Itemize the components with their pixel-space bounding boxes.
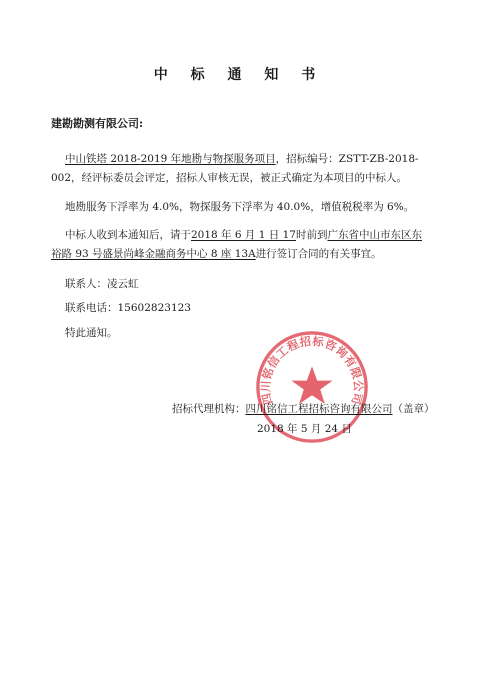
contact-value: 凌云虹 bbox=[107, 278, 139, 290]
phone-value: 15602823123 bbox=[117, 302, 191, 314]
phone-label: 联系电话： bbox=[65, 302, 118, 314]
contact-label: 联系人： bbox=[65, 278, 107, 290]
agent-line bbox=[172, 401, 435, 416]
signing-suffix: 进行签订合同的有关事宜。 bbox=[255, 248, 382, 260]
svg-text:四川铭信工程招标咨询有限公司: 四川铭信工程招标咨询有限公司 bbox=[259, 334, 365, 406]
signing-prefix: 中标人收到本通知后，请于 bbox=[65, 229, 191, 241]
closing-notice: 特此通知。 bbox=[65, 327, 118, 339]
agent-name: 四川铭信工程招标咨询有限公司 bbox=[245, 403, 393, 415]
paragraph-contract-signing bbox=[51, 226, 428, 264]
agent-label: 招标代理机构： bbox=[172, 403, 246, 415]
issue-date: 2018 年 5 月 24 日 bbox=[257, 423, 352, 435]
addressee: 建勘勘测有限公司: bbox=[51, 117, 144, 130]
contact-line bbox=[65, 276, 139, 291]
paragraph-award bbox=[51, 150, 428, 188]
phone-line bbox=[65, 300, 191, 315]
document-title: 中 标 通 知 书 bbox=[153, 67, 325, 83]
paragraph-award-text: ，招标编号：ZSTT-ZB-2018-002，经评标委员会评定，招标人审核无误，被正式确定为本项目的中标人。 bbox=[51, 153, 419, 184]
stamp-note: （盖章） bbox=[392, 403, 435, 415]
project-name: 中山铁塔 2018-2019 年地勘与物探服务项目 bbox=[65, 153, 276, 165]
signing-address: 广东省中山市东区东裕路 93 号盛景尚峰金融商务中心 8 座 13A bbox=[51, 229, 422, 260]
signing-mid: 时前到 bbox=[295, 229, 328, 241]
signing-date-time: 2018 年 6 月 1 日 17 bbox=[191, 229, 296, 241]
paragraph-rates: 地勘服务下浮率为 4.0%，物探服务下浮率为 40.0%，增值税税率为 6%。 bbox=[65, 201, 415, 213]
